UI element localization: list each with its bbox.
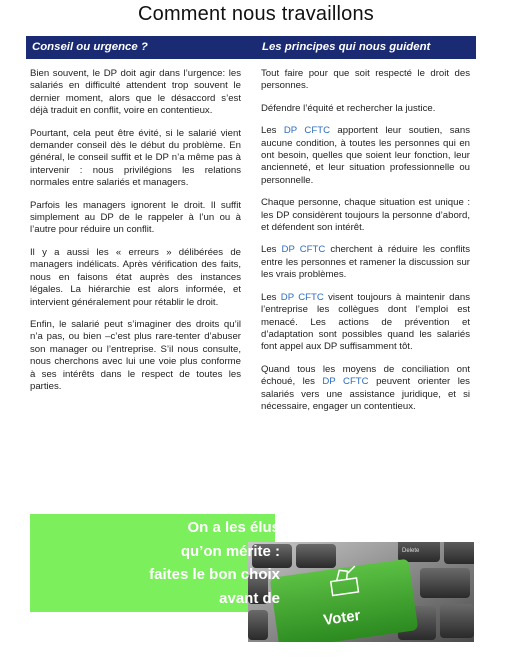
org-name: DP CFTC [322,376,369,388]
delete-key-label: Delete [402,548,420,554]
right-column [261,68,470,423]
right-column-heading: Les principes qui nous guident [262,41,431,53]
text: Les [261,244,282,256]
promo-slogan [149,516,280,610]
left-column-heading: Conseil ou urgence ? [32,41,148,53]
promo-line: On a les élus [187,519,280,536]
org-name: DP CFTC [283,125,331,137]
page-title: Comment nous travaillons [137,3,374,25]
left-column [30,68,241,403]
left-paragraph: Parfois les managers ignorent le droit. Il suffit simplement au DP de le rappeler à l’un ou à l’autre pour réduire un conflit. [30,199,241,236]
right-paragraph: Chaque personne, chaque situation est unique : les DP considèrent toujours la personne d’abord, et défendent son intérêt. [261,197,470,234]
text: peuvent orienter les salariés vers une assistance juridique, et si nécessaire, engager un contentieux. [261,376,470,412]
keyboard-image [248,542,474,642]
promo-line: faites le bon choix [149,566,280,583]
vote-key-label: Voter [322,606,362,629]
text: Les [261,125,284,137]
text: Les [261,291,281,303]
text: cherchent à réduire les conflits entre les personnes et ramener la discussion sur les vrais problèmes. [261,244,470,281]
right-paragraph [261,125,470,187]
left-paragraph: Enfin, le salarié peut s’imaginer des droits qu’il n’a pas, ou bien –c’est plus rare-tenter d’abuser son manager ou l’entreprise. S’il nous consulte, nous cherchons avec lui une voie plus conforme à ses intérêts dans le respect de toutes les parties. [30,318,241,392]
text: apportent leur soutien, sans aucune condition, à toutes les personnes qui en ont besoin, quelles que soient leur fonction, leur ancienneté, et leur situation professionnelle ou personnelle. [261,125,470,186]
right-paragraph [261,292,470,354]
left-paragraph: Pourtant, cela peut être évité, si le salarié vient demander conseil dès le début du problème. En général, le conseil suffit et le DP n’a même pas à intervenir : nous privilégions les relations normales entre salariés et managers. [30,127,241,189]
text: visent toujours à maintenir dans l’entreprise les collègues dont l’emploi est menacé. Les actions de prévention et d’adaptation sont possibles quand les salariés font appel aux DP suffisamment tôt. [261,291,470,353]
right-paragraph [261,244,470,281]
text: Quand tous les moyens de conciliation ont échoué, les [261,363,470,388]
org-name: DP CFTC [281,244,326,256]
right-paragraph: Défendre l’équité et rechercher la justice. [261,102,436,114]
org-name: DP CFTC [280,291,324,303]
promo-line: avant de [219,589,280,607]
left-paragraph: Il y a aussi les « erreurs » délibérées de managers indélicats. Après vérification des faits, nous en faisons état auprès des instances légales. La hiérarchie est alors informée, et intervient généralement pour rétablir le droit. [30,246,241,308]
right-paragraph: Tout faire pour que soit respecté le droit des personnes. [261,68,470,92]
right-paragraph [261,364,470,414]
promo-line: qu’on mérite : [180,542,280,560]
left-paragraph: Bien souvent, le DP doit agir dans l’urgence: les salariés en difficulté attendent trop souvent le dernier moment, alors que le désaccord s’est déjà traduit en conflit, voire en contentieux. [30,68,241,117]
